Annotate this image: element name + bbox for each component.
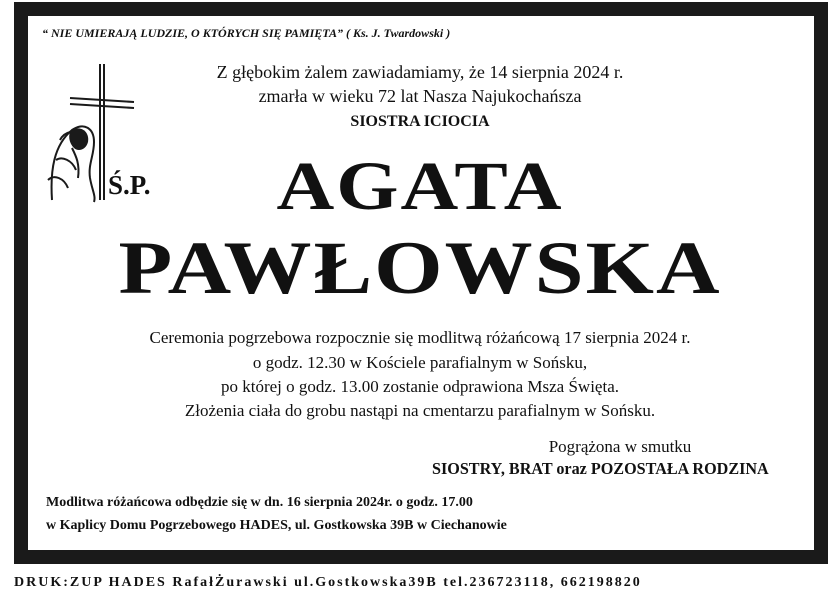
relationship-title: SIOSTRA ICIOCIA: [350, 113, 490, 130]
ceremony-line-4: Złożenia ciała do grobu nastąpi na cmentarzu parafialnym w Sońsku.: [184, 401, 656, 420]
memorial-prefix: Ś.P.: [108, 170, 151, 200]
ceremony-line-1: Ceremonia pogrzebowa rozpocznie się modlitwą różańcową 17 sierpnia 2024 r.: [149, 328, 691, 347]
deceased-last-name: PAWŁOWSKA: [118, 226, 722, 311]
prayer-info-line-1: Modlitwa różańcowa odbędzie się w dn. 16 sierpnia 2024r. o godz. 17.00: [46, 495, 473, 510]
ceremony-line-3: po której o godz. 13.00 zostanie odprawiona Msza Święta.: [221, 377, 619, 396]
deceased-first-name: AGATA: [276, 148, 564, 225]
announcement-line-1: Z głębokim żalem zawiadamiamy, że 14 sierpnia 2024 r.: [216, 62, 624, 82]
motto-quote: “ NIE UMIERAJĄ LUDZIE, O KTÓRYCH SIĘ PAMIĘTA” ( Ks. J. Twardowski ): [42, 26, 451, 40]
mourning-family: SIOSTRY, BRAT oraz POZOSTAŁA RODZINA: [432, 459, 769, 478]
announcement-line-2: zmarła w wieku 72 lat Nasza Najukochańsza: [258, 86, 582, 106]
mourning-phrase: Pogrążona w smutku: [548, 437, 692, 456]
prayer-info-line-2: w Kaplicy Domu Pogrzebowego HADES, ul. Gostkowska 39B w Ciechanowie: [46, 518, 507, 533]
printer-credit: DRUK:ZUP HADES RafałŻurawski ul.Gostkowska39B tel.236723118, 662198820: [14, 575, 642, 590]
ceremony-line-2: o godz. 12.30 w Kościele parafialnym w Sońsku,: [252, 353, 588, 372]
